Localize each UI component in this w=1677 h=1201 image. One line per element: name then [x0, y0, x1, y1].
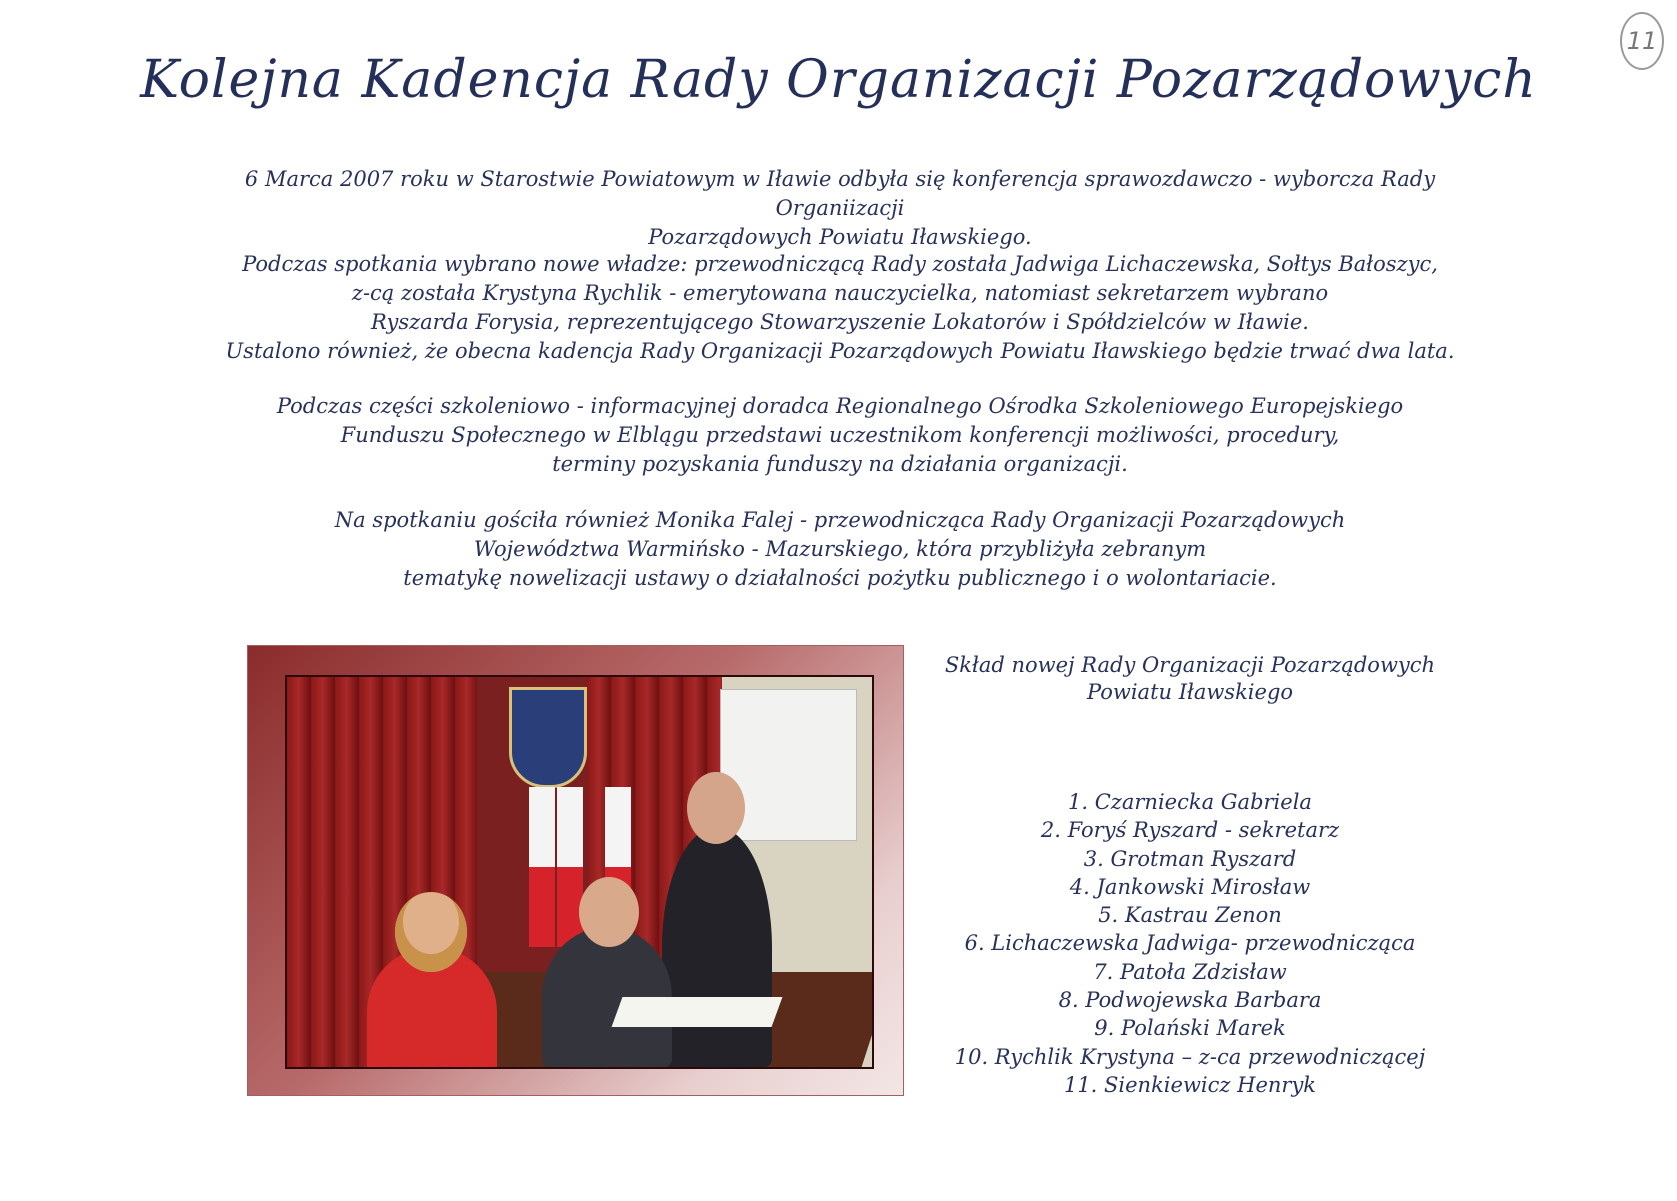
conference-photo	[285, 675, 874, 1069]
member-item: 5. Kastrau Zenon	[1098, 903, 1282, 928]
paragraph-training	[180, 392, 1500, 479]
standing-man	[662, 827, 772, 1067]
paragraph-line: Podczas spotkania wybrano nowe władze: przewodniczącą Rady została Jadwiga Lichaczewska, Sołtys Bałoszyc,	[242, 252, 1438, 276]
paragraph-guest	[180, 506, 1500, 593]
member-item: 6. Lichaczewska Jadwiga- przewodnicząca	[964, 931, 1416, 956]
member-item: 1. Czarniecka Gabriela	[1068, 790, 1312, 814]
paragraph-line: Województwa Warmińsko - Mazurskiego, która przybliżyła zebranym	[473, 537, 1207, 561]
member-item: 9. Polański Marek	[1094, 1016, 1286, 1041]
paragraph-line: 6 Marca 2007 roku w Starostwie Powiatowym w Iławie odbyła się konferencja sprawozdawczo - wyborcza Rady Organiizacji	[244, 167, 1436, 220]
paragraph-line: Na spotkaniu gościła również Monika Falej - przewodnicząca Rady Organizacji Pozarządowych	[334, 508, 1346, 532]
member-item: 7. Patoła Zdzisław	[1093, 959, 1287, 984]
member-item: 11. Sienkiewicz Henryk	[1063, 1072, 1317, 1097]
paragraph-line: Funduszu Społecznego w Elblągu przedstawi uczestnikom konferencji możliwości, procedury,	[340, 423, 1340, 447]
seated-woman-head	[395, 892, 467, 972]
paragraph-line: Pozarządowych Powiatu Iławskiego.	[648, 225, 1032, 249]
paragraph-line: Ryszarda Forysia, reprezentującego Stowarzyszenie Lokatorów i Spółdzielców w Iławie.	[371, 310, 1309, 334]
photo-frame	[247, 645, 904, 1096]
paragraph-elections	[180, 250, 1500, 366]
flag-middle	[557, 787, 583, 947]
member-item: 4. Jankowski Mirosław	[1069, 874, 1311, 899]
council-member-list	[930, 788, 1450, 1099]
seated-man-head	[579, 877, 639, 947]
papers-on-table	[612, 997, 783, 1027]
member-item: 8. Podwojewska Barbara	[1058, 988, 1322, 1013]
paragraph-line: terminy pozyskania funduszy na działania organizacji.	[552, 452, 1128, 476]
page-title: Kolejna Kadencja Rady Organizacji Pozarządowych	[140, 50, 1537, 110]
council-heading-line: Skład nowej Rady Organizacji Pozarządowych	[944, 653, 1436, 677]
paragraph-conference	[180, 165, 1500, 252]
member-item: 2. Foryś Ryszard - sekretarz	[1040, 818, 1340, 843]
member-item: 3. Grotman Ryszard	[1083, 846, 1297, 871]
paragraph-line: z-cą została Krystyna Rychlik - emerytowana nauczycielka, natomiast sekretarzem wybrano	[351, 281, 1329, 305]
council-heading-line: Powiatu Iławskiego	[1086, 680, 1294, 704]
member-item: 10. Rychlik Krystyna – z-ca przewodniczącej	[954, 1044, 1426, 1069]
coat-of-arms-emblem	[509, 687, 587, 788]
paragraph-line: Ustalono również, że obecna kadencja Rady Organizacji Pozarządowych Powiatu Iławskiego będzie trwać dwa lata.	[225, 339, 1455, 363]
flag-left	[529, 787, 555, 947]
paragraph-line: Podczas części szkoleniowo - informacyjnej doradca Regionalnego Ośrodka Szkoleniowego Europejskiego	[276, 394, 1404, 418]
paragraph-line: tematykę nowelizacji ustawy o działalności pożytku publicznego i o wolontariacie.	[403, 566, 1277, 590]
council-heading	[930, 652, 1450, 706]
standing-man-head	[687, 772, 745, 844]
page-number-mark: 11	[1620, 12, 1664, 70]
